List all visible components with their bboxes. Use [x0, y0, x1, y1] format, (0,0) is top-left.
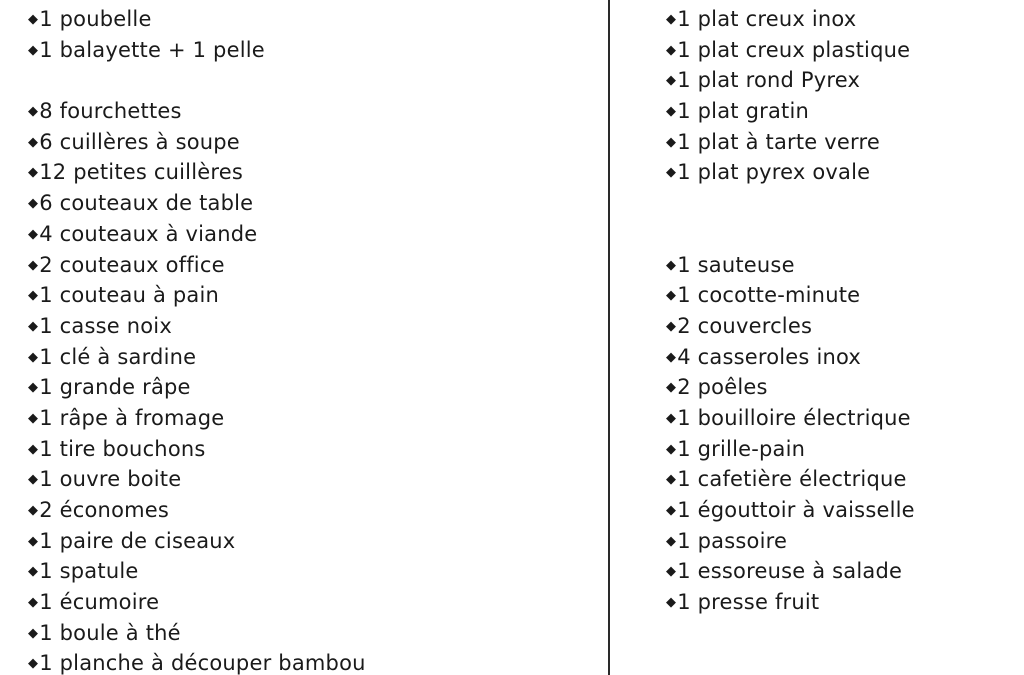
list-item-text: 1 plat pyrex ovale — [677, 160, 871, 185]
list-item-text: 1 râpe à fromage — [39, 405, 225, 430]
list-item — [28, 495, 366, 526]
bullet-icon: ◆ — [666, 349, 677, 365]
list-item — [28, 35, 366, 66]
bullet-icon: ◆ — [28, 625, 39, 641]
list-item-text: 1 plat creux inox — [677, 7, 857, 31]
list-item — [28, 157, 366, 188]
list-item-text: 1 couteau à pain — [39, 283, 220, 308]
right-inventory-list — [666, 4, 915, 618]
bullet-icon: ◆ — [28, 257, 39, 273]
list-item — [28, 434, 366, 465]
bullet-icon: ◆ — [666, 12, 677, 27]
list-item-text: 2 économes — [39, 498, 170, 522]
bullet-icon: ◆ — [666, 134, 677, 150]
bullet-icon: ◆ — [28, 196, 39, 212]
list-item-text: 1 cocotte-minute — [677, 283, 861, 308]
bullet-icon: ◆ — [28, 410, 39, 426]
list-item — [666, 526, 915, 557]
list-item-text: 2 couvercles — [677, 313, 813, 338]
list-item — [28, 4, 366, 35]
list-item — [666, 403, 915, 434]
list-item — [666, 495, 915, 526]
list-item-text: 12 petites cuillères — [39, 160, 244, 185]
list-item — [28, 280, 366, 311]
bullet-icon: ◆ — [666, 380, 677, 396]
list-item-text: 1 plat gratin — [677, 99, 809, 124]
list-spacer — [28, 65, 366, 96]
list-item — [666, 587, 915, 618]
list-item — [28, 372, 366, 403]
list-item-text: 6 couteaux de table — [39, 191, 254, 216]
bullet-icon: ◆ — [28, 288, 39, 304]
bullet-icon: ◆ — [28, 349, 39, 365]
bullet-icon: ◆ — [28, 472, 39, 488]
bullet-icon: ◆ — [666, 288, 677, 304]
list-item — [666, 4, 915, 35]
list-item-text: 1 tire bouchons — [39, 436, 206, 461]
bullet-icon: ◆ — [666, 441, 677, 457]
bullet-icon: ◆ — [28, 134, 39, 150]
list-item — [28, 526, 366, 557]
list-item-text: 1 grande râpe — [39, 375, 191, 400]
list-item — [28, 311, 366, 342]
bullet-icon: ◆ — [28, 165, 39, 181]
list-item-text: 2 couteaux office — [39, 252, 225, 277]
list-item-text: 1 poubelle — [39, 7, 152, 31]
list-item-text: 1 boule à thé — [39, 620, 181, 645]
bullet-icon: ◆ — [666, 410, 677, 426]
bullet-icon: ◆ — [28, 595, 39, 611]
list-item — [666, 127, 915, 158]
bullet-icon: ◆ — [28, 226, 39, 242]
list-item — [28, 250, 366, 281]
list-item — [28, 556, 366, 587]
bullet-icon: ◆ — [666, 257, 677, 273]
bullet-icon: ◆ — [666, 503, 677, 518]
bullet-icon: ◆ — [666, 533, 677, 549]
bullet-icon: ◆ — [28, 656, 39, 672]
list-item-text: 1 cafetière électrique — [677, 467, 907, 492]
list-item — [666, 35, 915, 66]
list-item — [28, 648, 366, 675]
left-inventory-list — [28, 4, 366, 675]
bullet-icon: ◆ — [28, 564, 39, 580]
list-item — [28, 403, 366, 434]
bullet-icon: ◆ — [666, 564, 677, 580]
list-item — [666, 311, 915, 342]
list-item — [28, 587, 366, 618]
bullet-icon: ◆ — [28, 380, 39, 396]
list-item — [28, 464, 366, 495]
list-item — [28, 127, 366, 158]
list-item-text: 1 plat rond Pyrex — [677, 68, 861, 93]
bullet-icon: ◆ — [28, 318, 39, 334]
list-item-text: 1 balayette + 1 pelle — [39, 37, 265, 62]
list-item-text: 1 presse fruit — [677, 590, 820, 615]
list-item-text: 1 clé à sardine — [39, 344, 197, 369]
list-item-text: 1 spatule — [39, 559, 139, 584]
list-item-text: 1 casse noix — [39, 313, 172, 338]
list-item — [666, 372, 915, 403]
bullet-icon: ◆ — [28, 441, 39, 457]
list-spacer — [666, 188, 915, 219]
list-item-text: 1 ouvre boite — [39, 467, 182, 492]
list-item — [666, 342, 915, 373]
list-item — [666, 556, 915, 587]
list-item — [666, 65, 915, 96]
bullet-icon: ◆ — [28, 104, 39, 120]
bullet-icon: ◆ — [666, 165, 677, 181]
list-spacer — [666, 219, 915, 250]
bullet-icon: ◆ — [28, 533, 39, 549]
list-item-text: 2 poêles — [677, 375, 768, 400]
bullet-icon: ◆ — [28, 42, 39, 58]
list-item-text: 1 passoire — [677, 528, 788, 553]
list-item — [28, 96, 366, 127]
list-item — [666, 280, 915, 311]
bullet-icon: ◆ — [666, 318, 677, 334]
list-item — [28, 342, 366, 373]
list-item-text: 8 fourchettes — [39, 99, 182, 124]
list-item-text: 1 essoreuse à salade — [677, 559, 903, 584]
list-item-text: 1 sauteuse — [677, 252, 795, 277]
list-item-text: 1 plat creux plastique — [677, 37, 911, 62]
bullet-icon: ◆ — [28, 12, 39, 27]
list-item-text: 1 bouilloire électrique — [677, 405, 911, 430]
list-item-text: 6 cuillères à soupe — [39, 129, 240, 154]
list-item-text: 1 égouttoir à vaisselle — [677, 498, 915, 522]
list-item — [28, 188, 366, 219]
list-item — [666, 157, 915, 188]
list-item — [28, 219, 366, 250]
bullet-icon: ◆ — [666, 472, 677, 488]
list-item-text: 1 paire de ciseaux — [39, 528, 236, 553]
bullet-icon: ◆ — [666, 104, 677, 120]
bullet-icon: ◆ — [666, 73, 677, 89]
bullet-icon: ◆ — [28, 503, 39, 518]
list-item — [666, 464, 915, 495]
list-item-text: 1 grille-pain — [677, 436, 806, 461]
column-divider — [608, 0, 610, 675]
list-item — [28, 618, 366, 649]
list-item-text: 1 écumoire — [39, 590, 160, 615]
list-item-text: 1 planche à découper bambou — [39, 651, 366, 675]
bullet-icon: ◆ — [666, 595, 677, 611]
list-item-text: 4 casseroles inox — [677, 344, 862, 369]
list-item-text: 4 couteaux à viande — [39, 221, 258, 246]
list-item-text: 1 plat à tarte verre — [677, 129, 880, 154]
list-item — [666, 434, 915, 465]
list-item — [666, 250, 915, 281]
list-item — [666, 96, 915, 127]
bullet-icon: ◆ — [666, 42, 677, 58]
